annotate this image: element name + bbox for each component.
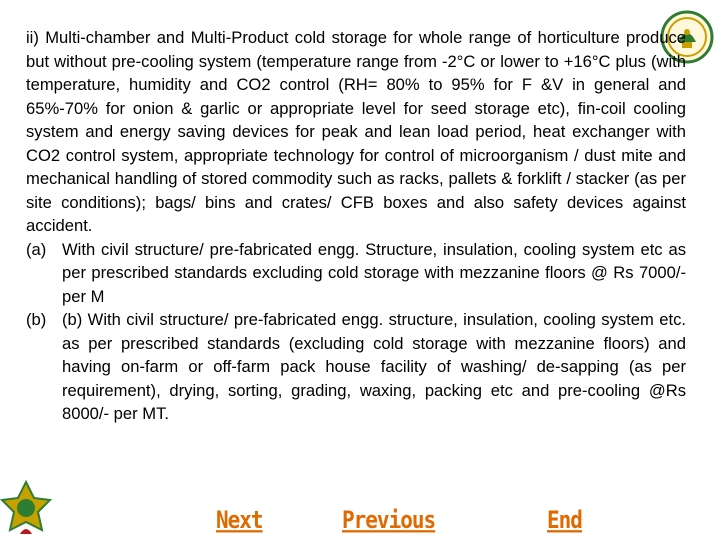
list-item-b [26, 308, 686, 426]
previous-link[interactable]: Previous [342, 506, 436, 534]
intro-paragraph: ii) Multi-chamber and Multi-Product cold storage for whole range of horticulture produce but without pre-cooling system (temperature range from -2°C or lower to +16°C plus (with temperature, humidity and CO2 control (RH= 80% to 95% for F &V in general and 65%-70% for onion & garlic or appropriate level for seed storage etc), fin-coil cooling system and energy saving devices for peak and lean load period, heat exchanger with CO2 control system, appropriate technology for control of microorganism / dust mite and mechanical handling of stored commodity such as racks, pallets & forklift / stacker (as per site conditions); bags/ bins and crates/ CFB boxes and also safety devices against accident. [26, 28, 686, 235]
list-marker: (b) [26, 310, 47, 329]
next-link[interactable]: Next [216, 506, 263, 534]
list-item-text: (b) With civil structure/ pre-fabricated engg. structure, insulation, cooling system etc. as per prescribed standards (excluding cold storage with mezzanine floors) and having on-farm or off-farm pack house facility of washing/ de-sapping (as per requirement), drying, sorting, grading, waxing, packing etc and pre-cooling @Rs 8000/- per MT. [62, 310, 686, 423]
institute-logo-icon [0, 478, 52, 540]
list-item-a [26, 238, 686, 309]
end-link[interactable]: End [547, 506, 582, 534]
list-marker: (a) [26, 239, 47, 259]
list-item-text: With civil structure/ pre-fabricated engg. Structure, insulation, cooling system etc as per prescribed standards excluding cold storage with mezzanine floors @ Rs 7000/- per M [62, 239, 686, 306]
body-text [26, 26, 686, 426]
